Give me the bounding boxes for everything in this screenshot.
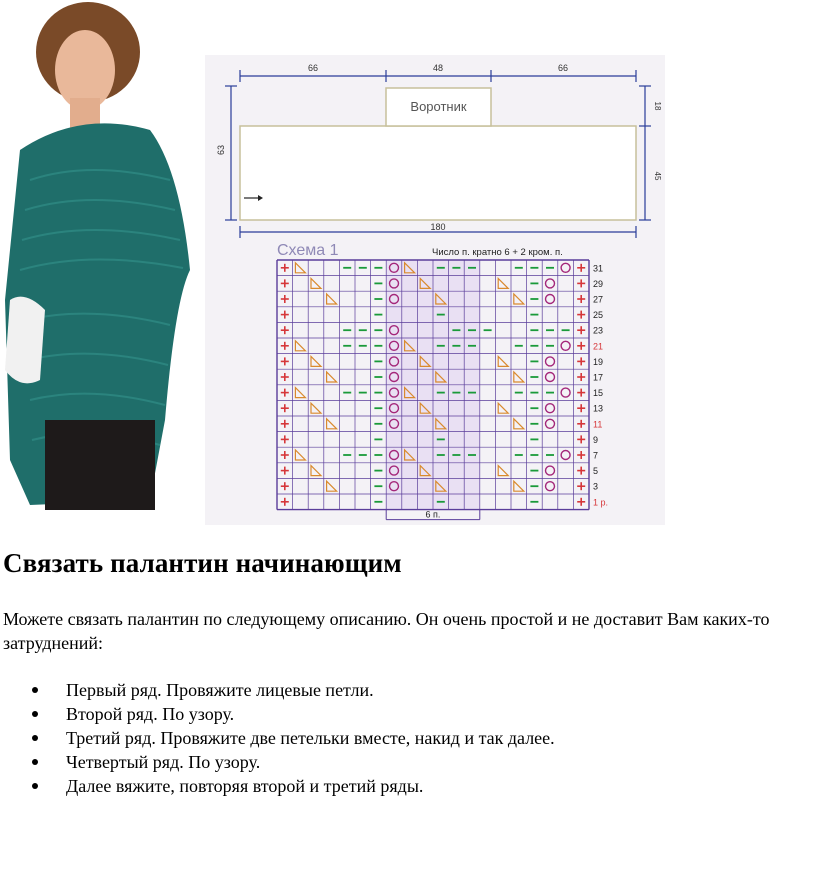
dim-label-top: 66 — [557, 63, 569, 73]
list-item: Первый ряд. Провяжите лицевые петли. — [0, 678, 555, 702]
dim-label-bottom: 180 — [430, 222, 446, 232]
collar-label: Воротник — [410, 99, 467, 114]
row-number: 29 — [593, 278, 604, 289]
row-number: 21 — [593, 341, 604, 352]
row-number: 13 — [593, 403, 604, 414]
intro-paragraph: Можете связать палантин по следующему описанию. Он очень простой и не доставит Вам каких-то затруднений: — [3, 609, 770, 653]
chart-note: Число п. кратно 6 + 2 кром. п. — [432, 247, 563, 258]
row-number: 17 — [593, 372, 604, 383]
page-heading: Связать палантин начинающим — [3, 548, 402, 578]
shawl-outline — [240, 126, 636, 220]
list-item: Далее вяжите, повторяя второй и третий ряды. — [0, 774, 555, 798]
row-number: 1 р. — [593, 497, 609, 508]
row-number: 3 — [593, 481, 599, 492]
row-number: 19 — [593, 356, 604, 367]
dim-label-right-bottom: 45 — [653, 171, 662, 181]
row-number: 23 — [593, 325, 604, 336]
repeat-label: 6 п. — [425, 509, 441, 520]
row-number: 25 — [593, 310, 604, 321]
row-number: 31 — [593, 263, 604, 274]
chart-title: Схема 1 — [277, 242, 339, 259]
list-item: Второй ряд. По узору. — [0, 702, 555, 726]
steps-list — [0, 678, 555, 798]
row-number: 11 — [593, 419, 603, 430]
dim-label-left: 63 — [216, 144, 226, 156]
list-item: Четвертый ряд. По узору. — [0, 750, 555, 774]
list-item: Третий ряд. Провяжите две петельки вместе, накид и так далее. — [0, 726, 555, 750]
row-number: 7 — [593, 450, 599, 461]
row-number: 27 — [593, 294, 604, 305]
dim-label-top: 66 — [307, 63, 319, 73]
row-number: 9 — [593, 434, 599, 445]
row-number: 5 — [593, 466, 599, 477]
dim-label-top: 48 — [432, 63, 444, 73]
row-number: 15 — [593, 388, 604, 399]
dim-label-right-top: 18 — [653, 101, 662, 111]
